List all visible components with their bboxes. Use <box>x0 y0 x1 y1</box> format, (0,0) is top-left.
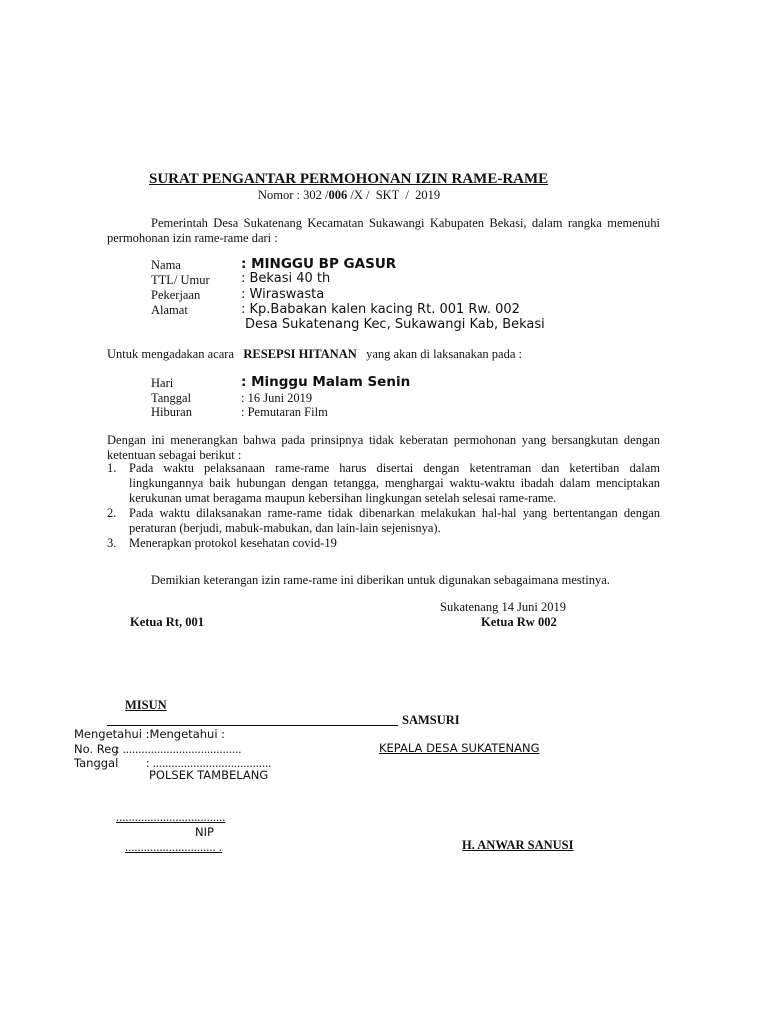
condition-text: Pada waktu dilaksanakan rame-rame tidak dibenarkan melakukan hal-hal yang bertentangan dengan peraturan (berjudi, mabuk-mabukan, dan lain-lain sejenisnya). <box>129 506 660 535</box>
condition-item <box>107 536 660 551</box>
hari-value: : Minggu Malam Senin <box>241 374 411 390</box>
hari-label: Hari <box>151 376 174 390</box>
condition-number: 2. <box>107 506 117 520</box>
alamat-label: Alamat <box>151 303 188 317</box>
kepala-desa-name: H. ANWAR SANUSI <box>462 838 574 852</box>
letter-number-suffix: /X / SKT / 2019 <box>347 188 441 202</box>
noreg-label: No. Reg <box>74 742 119 756</box>
condition-text: Pada waktu pelaksanaan rame-rame harus disertai dengan ketentraman dan ketertiban dalam lingkungannya baik hubungan dengan tetangga, menghargai waktu-waktu ibadah dalam menciptakan kerukunan umat beragama maupun kebersihan lingkungan setelah selesai rame-rame. <box>129 461 660 505</box>
kepala-desa-title: KEPALA DESA SUKATENANG <box>379 741 540 755</box>
ketua-rw-title: Ketua Rw 002 <box>481 615 557 629</box>
tanggal-value: : 16 Juni 2019 <box>241 391 313 405</box>
tanggal-sign-label: Tanggal <box>74 756 119 770</box>
hiburan-label: Hiburan <box>151 405 192 419</box>
hiburan-value: : Pemutaran Film <box>241 405 328 419</box>
intro-paragraph: Pemerintah Desa Sukatenang Kecamatan Sukawangi Kabupaten Bekasi, dalam rangka memenuhi permohonan izin rame-rame dari : <box>107 216 660 245</box>
event-name: RESEPSI HITANAN <box>243 347 357 361</box>
ketua-rt-name: MISUN <box>125 698 167 712</box>
condition-text: Menerapkan protokol kesehatan covid-19 <box>129 536 337 550</box>
pekerjaan-value: : Wiraswasta <box>241 287 325 302</box>
letter-number <box>258 188 440 203</box>
ketua-rt-title: Ketua Rt, 001 <box>130 615 204 629</box>
letter-number-bold: 006 <box>328 188 348 202</box>
tanggal-sign-value: : ...................................... <box>146 756 272 770</box>
nip-label: NIP <box>195 825 214 839</box>
event-intro-before: Untuk mengadakan acara <box>107 347 235 361</box>
closing-paragraph: Demikian keterangan izin rame-rame ini diberikan untuk digunakan sebagaimana mestinya. <box>151 573 610 587</box>
pekerjaan-label: Pekerjaan <box>151 288 201 302</box>
condition-item <box>107 461 660 506</box>
conditions-intro: Dengan ini menerangkan bahwa pada prinsipnya tidak keberatan permohonan yang bersangkutan dengan ketentuan sebagai berikut : <box>107 433 660 462</box>
event-intro-after: yang akan di laksanakan pada : <box>366 347 522 361</box>
polsek-title: POLSEK TAMBELANG <box>149 768 269 782</box>
condition-item <box>107 506 660 536</box>
place-date: Sukatenang 14 Juni 2019 <box>440 600 567 614</box>
ketua-rw-name: SAMSURI <box>402 713 460 727</box>
nip-signature-line: ............................. . <box>125 840 222 854</box>
nama-value: : MINGGU BP GASUR <box>241 256 397 272</box>
event-intro <box>107 347 522 362</box>
alamat-value: : Kp.Babakan kalen kacing Rt. 001 Rw. 002 <box>241 302 520 317</box>
condition-number: 3. <box>107 536 117 550</box>
ttl-label: TTL/ Umur <box>151 273 210 287</box>
nama-label: Nama <box>151 258 181 272</box>
ttl-value: : Bekasi 40 th <box>241 271 331 286</box>
polsek-signature-line: ................................... <box>116 810 226 824</box>
noreg-value: : ...................................... <box>116 742 242 756</box>
alamat-value-line2: Desa Sukatenang Kec, Sukawangi Kab, Bekasi <box>245 317 545 332</box>
tanggal-label: Tanggal <box>151 391 192 405</box>
conditions-list <box>107 461 660 551</box>
letter-title: SURAT PENGANTAR PERMOHONAN IZIN RAME-RAME <box>149 171 549 187</box>
mengetahui-label: Mengetahui :Mengetahui : <box>74 727 226 741</box>
letter-number-prefix: Nomor : 302 / <box>258 188 329 202</box>
condition-number: 1. <box>107 461 117 475</box>
signature-divider <box>107 725 398 726</box>
